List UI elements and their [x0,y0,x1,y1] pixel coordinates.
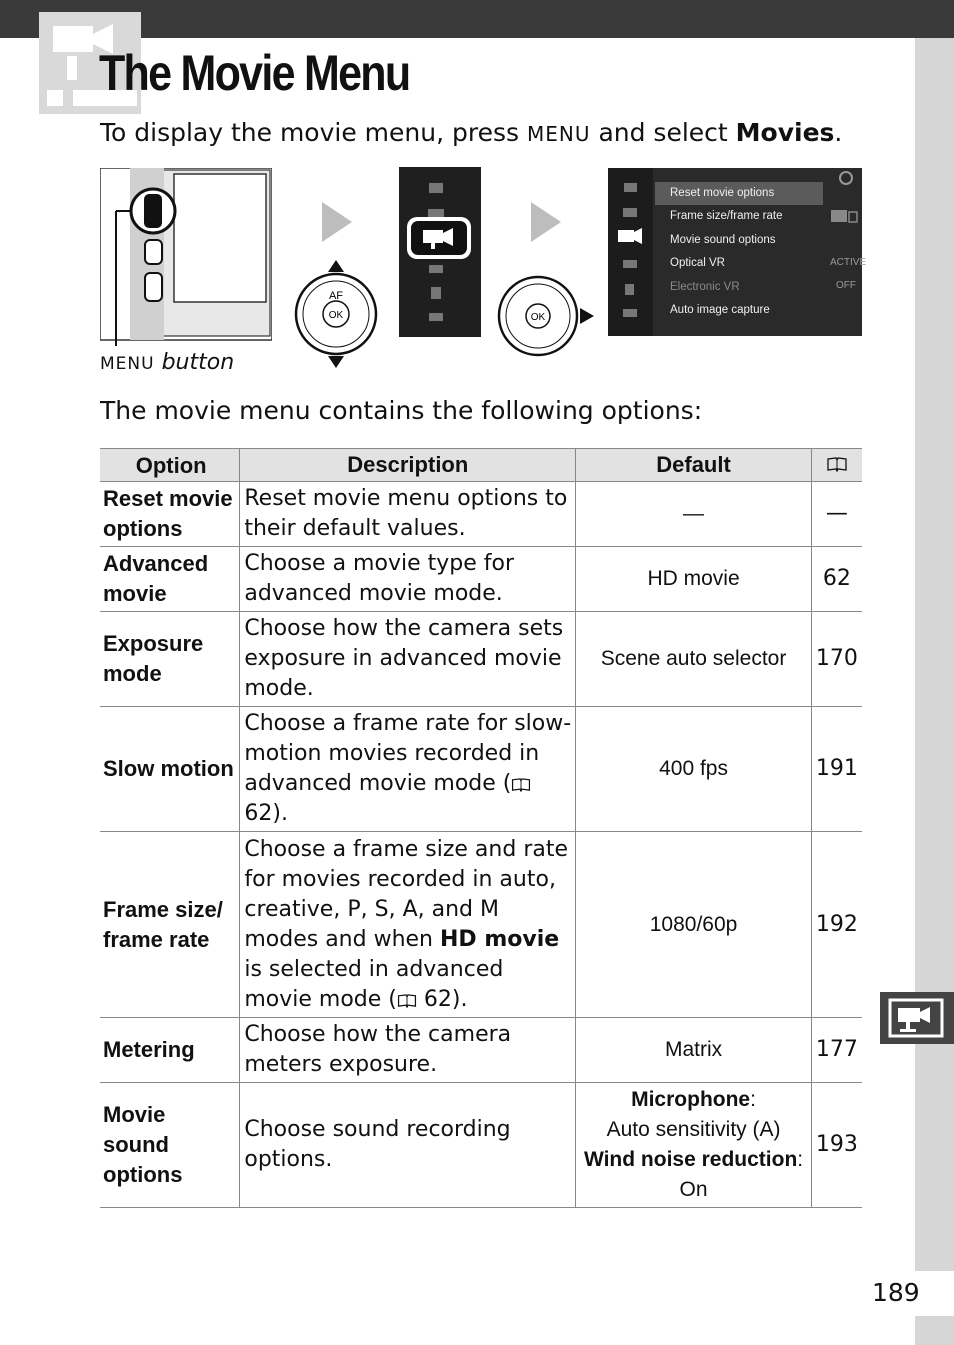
menu-item[interactable]: Reset movie options [655,182,823,205]
default-text: : On [679,1148,804,1201]
default-text: Auto sensitivity (A) [606,1118,781,1141]
menu-key: MENU [526,122,591,146]
option-page: 62 [811,547,862,612]
book-page-icon [511,777,531,792]
table-row [100,707,862,832]
menu-item-list [655,182,823,322]
menu-item[interactable]: Auto image capture [670,303,770,316]
option-default: Scene auto selector [576,612,812,707]
menu-value: OFF [836,280,856,291]
table-row [100,612,862,707]
top-bar [0,0,954,38]
page-number: 189 [872,1278,920,1307]
desc-text: ). [272,801,288,826]
dial-label-ok: OK [328,310,344,321]
default-label: Wind noise reduction [583,1148,798,1171]
desc-separator: , [360,896,368,922]
desc-text: is selected in advanced movie mode ( [244,956,504,1012]
page-title: The Movie Menu [99,45,410,101]
col-header-option: Option [100,449,240,482]
desc-text: Choose a frame size and rate for movies recorded in auto, creative, [244,836,568,922]
option-description: Choose a movie type for advanced movie mode. [240,547,576,612]
intro-target: Movies [735,118,835,147]
option-name: Exposure mode [100,612,240,707]
menu-value-column [826,168,867,336]
menu-item[interactable]: Optical VR [670,257,725,270]
desc-separator: , and [417,896,474,922]
option-description: Choose how the camera meters exposure. [240,1018,576,1083]
option-description: Choose sound recording options. [240,1083,576,1208]
option-name: Reset movie options [100,482,240,547]
desc-bold: HD movie [440,926,560,952]
menu-item[interactable]: Electronic VR [670,280,740,293]
desc-text: modes and when [244,926,434,952]
movie-section-tab [880,992,954,1044]
default-label: Microphone [631,1088,751,1111]
option-default: 400 fps [576,707,812,832]
col-header-description: Description [240,449,576,482]
option-page: 193 [811,1083,862,1208]
arrow-right-icon [318,202,354,242]
multi-selector-dial-icon [496,274,596,358]
lead-text: The movie menu contains the following options: [100,396,703,425]
option-default: — [576,482,812,547]
table-row [100,1018,862,1083]
multi-selector-dial-icon [290,258,382,370]
menu-icon-column [608,168,653,336]
side-strip-bottom [915,1316,954,1345]
default-text: : [750,1088,756,1111]
table-row [100,832,862,1018]
frame-size-icon [830,208,858,224]
menu-item[interactable]: Frame size/frame rate [670,210,783,223]
book-page-icon [397,993,417,1008]
help-icon [838,170,854,186]
dial-label-ok: OK [530,312,546,323]
dial-label-af: AF [328,290,344,302]
option-page: 177 [811,1018,862,1083]
option-default: Matrix [576,1018,812,1083]
option-default: HD movie [576,547,812,612]
intro-text [100,118,842,147]
caption-menu-key: MENU [100,354,155,374]
caption-word: button [161,350,235,375]
movie-camera-icon [888,998,944,1038]
mode-p: P [347,896,361,922]
camera-back-figure [100,168,272,346]
option-name: Advanced movie [100,547,240,612]
option-name: Movie sound options [100,1083,240,1208]
option-name: Slow motion [100,707,240,832]
menu-item[interactable]: Movie sound options [670,233,776,246]
table-header-row [100,449,862,482]
mode-s: S [374,896,389,922]
option-description [240,707,576,832]
side-strip [915,38,954,1271]
option-page: 191 [811,707,862,832]
option-page: 192 [811,832,862,1018]
option-default [576,1083,812,1208]
option-description: Choose how the camera sets exposure in advanced movie mode. [240,612,576,707]
option-page: 170 [811,612,862,707]
option-name: Frame size/ frame rate [100,832,240,1018]
option-name: Metering [100,1018,240,1083]
desc-text: ). [451,986,468,1012]
mode-a: A [402,896,418,922]
table-row [100,1083,862,1208]
option-description [240,832,576,1018]
table-row [100,482,862,547]
desc-text: Choose a frame rate for slow-motion movies recorded in advanced movie mode ( [244,711,572,796]
col-header-default: Default [576,449,812,482]
col-header-page [811,449,862,482]
option-description: Reset movie menu options to their default values. [240,482,576,547]
intro-prefix: To display the movie menu, press [100,118,520,147]
desc-page-ref[interactable]: 62 [244,801,273,826]
arrow-right-icon [527,202,563,242]
options-table [100,448,862,1208]
desc-page-ref[interactable]: 62 [423,986,452,1012]
menu-button-caption [100,350,234,375]
option-default: 1080/60p [576,832,812,1018]
table-row [100,547,862,612]
desc-separator: , [388,896,396,922]
menu-tab-icons [608,168,653,336]
mode-m: M [480,896,500,922]
intro-suffix: . [834,118,843,147]
menu-value: ACTIVE [830,257,867,268]
movie-menu-screen [608,168,867,336]
menu-tabs-figure [399,167,481,337]
option-page: — [811,482,862,547]
book-page-icon [827,456,847,472]
intro-middle: and select [598,118,728,147]
